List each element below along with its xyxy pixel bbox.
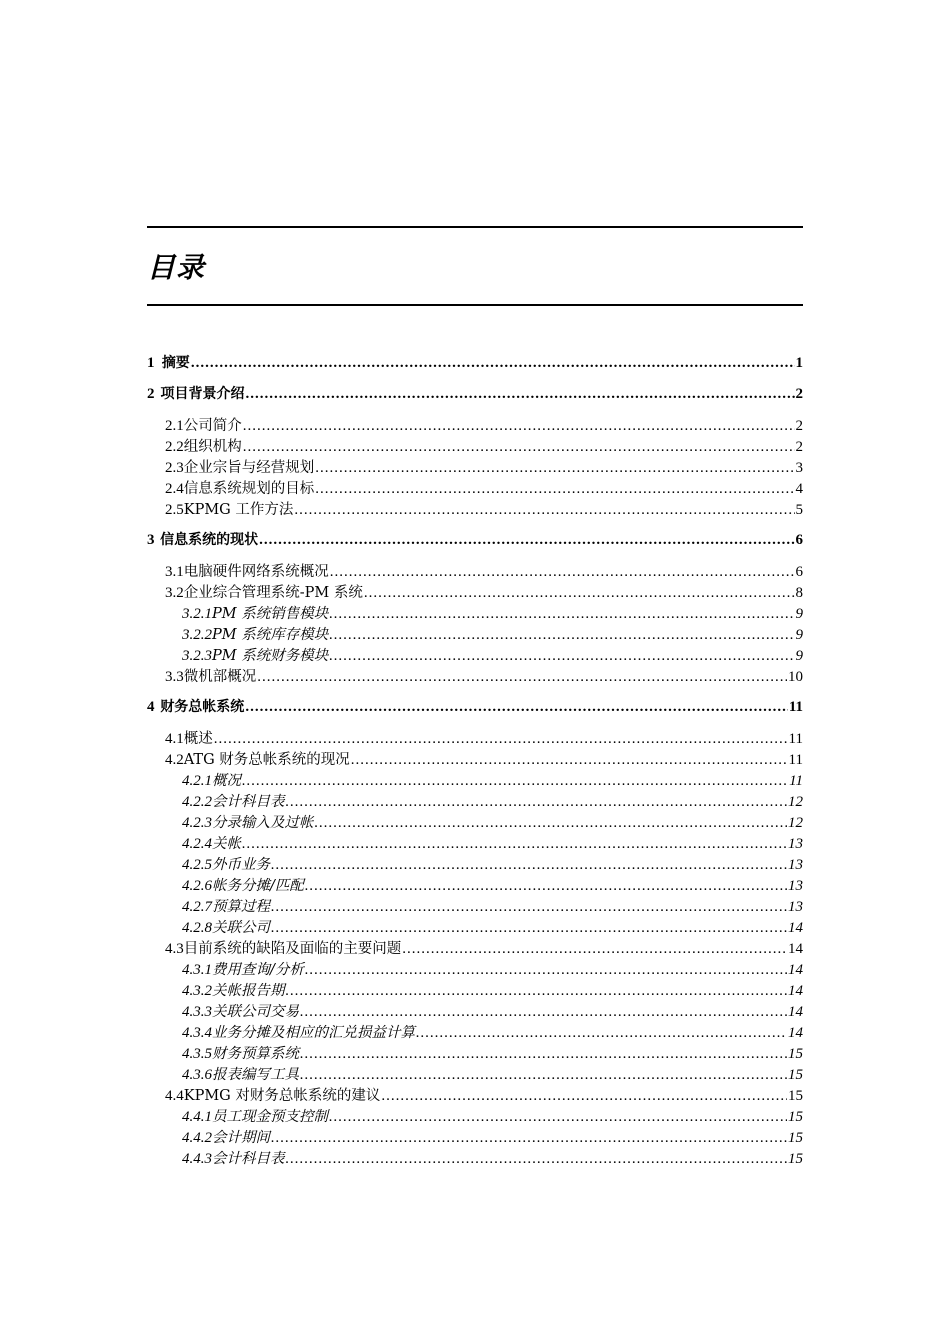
toc-entry-title: KPMG 工作方法 — [183, 502, 294, 518]
toc-entry-number: 4.3.2 — [182, 983, 212, 999]
toc-entry[interactable] — [182, 602, 803, 623]
toc-entry[interactable] — [182, 811, 803, 832]
toc-entry-title: PM 系统财务模块 — [212, 648, 329, 664]
toc-entry-title: 项目背景介绍 — [160, 386, 245, 402]
toc-dot-leader — [330, 564, 795, 581]
toc-entry-page-number: 2 — [795, 418, 803, 434]
toc-dot-leader — [214, 731, 788, 748]
toc-entry-title: 目前系统的缺陷及面临的主要问题 — [183, 941, 402, 957]
toc-entry-number: 4.4.1 — [182, 1109, 212, 1125]
toc-dot-leader — [191, 355, 795, 372]
toc-entry-page-number: 15 — [788, 1088, 803, 1104]
toc-dot-leader — [294, 502, 794, 519]
toc-entry-number: 1 — [147, 355, 155, 371]
toc-entry[interactable] — [165, 435, 803, 456]
toc-entry-title: 概况 — [212, 773, 241, 789]
toc-entry-title: KPMG 对财务总帐系统的建议 — [183, 1088, 381, 1104]
toc-entry-page-number: 6 — [795, 564, 803, 580]
toc-dot-leader — [305, 962, 787, 979]
toc-entry-title: 企业宗旨与经营规划 — [183, 460, 315, 476]
toc-entry-page-number: 14 — [788, 1025, 803, 1041]
toc-entry[interactable] — [182, 623, 803, 644]
toc-entry-number: 4.2.8 — [182, 920, 212, 936]
toc-entry-number: 3.2 — [165, 585, 184, 601]
toc-entry-number: 4.3 — [165, 941, 184, 957]
toc-entry[interactable] — [165, 665, 803, 686]
toc-entry-title: ATG 财务总帐系统的现况 — [183, 752, 350, 768]
title-rule-top — [147, 226, 803, 228]
toc-entry-number: 4.3.4 — [182, 1025, 212, 1041]
toc-entry[interactable] — [182, 874, 803, 895]
toc-entry-number: 4.2.3 — [182, 815, 212, 831]
toc-entry-page-number: 14 — [788, 920, 803, 936]
toc-entry-number: 2 — [147, 386, 155, 402]
toc-entry-title: 信息系统规划的目标 — [183, 481, 315, 497]
toc-entry-title: 外币业务 — [212, 857, 270, 873]
toc-entry-page-number: 11 — [788, 699, 803, 715]
toc-entry-page-number: 9 — [795, 627, 803, 643]
toc-entry[interactable] — [165, 498, 803, 519]
toc-entry-number: 2.1 — [165, 418, 184, 434]
toc-entry-number: 2.3 — [165, 460, 184, 476]
toc-dot-leader — [245, 386, 794, 403]
toc-entry-title: 概述 — [183, 731, 213, 747]
toc-entry-number: 4.3.1 — [182, 962, 212, 978]
toc-dot-leader — [416, 1025, 787, 1042]
toc-entry[interactable] — [147, 696, 803, 718]
toc-entry[interactable] — [147, 352, 803, 374]
toc-entry-page-number: 4 — [795, 481, 803, 497]
toc-dot-leader — [300, 1067, 787, 1084]
toc-entry-title: 企业综合管理系统-PM 系统 — [183, 585, 363, 601]
toc-dot-leader — [329, 606, 794, 623]
toc-entry-title: 公司简介 — [183, 418, 242, 434]
toc-entry-title: 业务分摊及相应的汇兑损益计算 — [212, 1025, 415, 1041]
toc-dot-leader — [315, 481, 794, 498]
toc-dot-leader — [364, 585, 795, 602]
toc-entry-number: 2.5 — [165, 502, 184, 518]
toc-dot-leader — [315, 460, 794, 477]
toc-entry-title: 关联公司交易 — [212, 1004, 299, 1020]
toc-entry[interactable] — [165, 477, 803, 498]
toc-entry-number: 4.4 — [165, 1088, 184, 1104]
toc-entry-title: 微机部概况 — [183, 669, 257, 685]
toc-entry-page-number: 8 — [795, 585, 803, 601]
toc-entry[interactable] — [165, 414, 803, 435]
toc-entry[interactable] — [182, 1126, 803, 1147]
toc-entry-page-number: 6 — [795, 532, 803, 548]
toc-entry-page-number: 2 — [795, 386, 803, 402]
toc-entry-title: 预算过程 — [212, 899, 270, 915]
toc-entry[interactable] — [182, 1105, 803, 1126]
toc-entry-title: 会计科目表 — [212, 794, 285, 810]
toc-entry[interactable] — [182, 832, 803, 853]
toc-entry[interactable] — [182, 895, 803, 916]
toc-entry-page-number: 5 — [795, 502, 803, 518]
toc-dot-leader — [315, 815, 788, 832]
toc-entry-number: 3.3 — [165, 669, 184, 685]
toc-dot-leader — [243, 439, 795, 456]
toc-dot-leader — [286, 983, 788, 1000]
toc-entry[interactable] — [165, 581, 803, 602]
toc-entry-number: 3.2.1 — [182, 606, 212, 622]
toc-entry-page-number: 13 — [788, 899, 803, 915]
toc-entry-page-number: 13 — [788, 878, 803, 894]
toc-dot-leader — [257, 669, 787, 686]
toc-dot-leader — [286, 1151, 788, 1168]
toc-entry-page-number: 15 — [788, 1130, 803, 1146]
toc-dot-leader — [329, 627, 794, 644]
toc-entry[interactable] — [165, 560, 803, 581]
toc-entry-page-number: 11 — [788, 752, 803, 768]
toc-entry-title: 帐务分摊/匹配 — [212, 878, 304, 894]
toc-entry-page-number: 1 — [795, 355, 803, 371]
toc-dot-leader — [305, 878, 787, 895]
toc-dot-leader — [286, 794, 788, 811]
toc-dot-leader — [329, 648, 794, 665]
toc-entry-number: 2.2 — [165, 439, 184, 455]
toc-dot-leader — [300, 1004, 787, 1021]
toc-entry-number: 4 — [147, 699, 155, 715]
toc-entry-title: 关联公司 — [212, 920, 270, 936]
toc-dot-leader — [381, 1088, 787, 1105]
toc-entry-page-number: 2 — [795, 439, 803, 455]
toc-entry-number: 4.4.2 — [182, 1130, 212, 1146]
toc-entry-number: 4.2.6 — [182, 878, 212, 894]
toc-entry-title: 报表编写工具 — [212, 1067, 299, 1083]
toc-entry-page-number: 15 — [788, 1151, 803, 1167]
toc-entry-page-number: 11 — [788, 731, 803, 747]
toc-entry-number: 3.1 — [165, 564, 184, 580]
toc-entry-title: 会计科目表 — [212, 1151, 285, 1167]
toc-entry[interactable] — [182, 979, 803, 1000]
toc-entry-number: 2.4 — [165, 481, 184, 497]
toc-entry[interactable] — [182, 1000, 803, 1021]
toc-entry-title: 关帐报告期 — [212, 983, 285, 999]
toc-entry[interactable] — [165, 1084, 803, 1105]
toc-entry[interactable] — [147, 529, 803, 551]
toc-entry[interactable] — [165, 456, 803, 477]
toc-entry-number: 4.3.6 — [182, 1067, 212, 1083]
toc-entry-page-number: 14 — [788, 962, 803, 978]
toc-entry[interactable] — [182, 1042, 803, 1063]
toc-entry-page-number: 15 — [788, 1067, 803, 1083]
toc-entry-page-number: 9 — [795, 606, 803, 622]
toc-entry-title: 财务总帐系统 — [160, 699, 245, 715]
toc-entry[interactable] — [165, 937, 803, 958]
toc-dot-leader — [242, 773, 788, 790]
toc-entry[interactable] — [182, 853, 803, 874]
toc-entry-page-number: 3 — [795, 460, 803, 476]
toc-dot-leader — [329, 1109, 787, 1126]
toc-entry-page-number: 13 — [788, 836, 803, 852]
toc-entry-page-number: 9 — [795, 648, 803, 664]
toc-entry-title: 费用查询/分析 — [212, 962, 304, 978]
toc-dot-leader — [402, 941, 787, 958]
title-rule-bottom — [147, 304, 803, 306]
toc-dot-leader — [271, 920, 787, 937]
toc-entry[interactable] — [182, 1063, 803, 1084]
toc-entry-page-number: 14 — [788, 941, 803, 957]
toc-entry-number: 4.3.3 — [182, 1004, 212, 1020]
toc-entry-page-number: 11 — [789, 773, 803, 789]
toc-entry[interactable] — [182, 790, 803, 811]
toc-entry[interactable] — [165, 748, 803, 769]
toc-entry-number: 3.2.2 — [182, 627, 212, 643]
toc-entry-number: 4.3.5 — [182, 1046, 212, 1062]
toc-entry[interactable] — [147, 383, 803, 405]
toc-dot-leader — [271, 857, 787, 874]
toc-dot-leader — [243, 418, 795, 435]
toc-entry-title: 摘要 — [161, 355, 190, 371]
toc-entry-page-number: 12 — [788, 815, 803, 831]
toc-entry-title: 电脑硬件网络系统概况 — [183, 564, 329, 580]
toc-entry-title: 信息系统的现状 — [160, 532, 259, 548]
toc-entry[interactable] — [182, 916, 803, 937]
toc-entry-title: PM 系统销售模块 — [212, 606, 329, 622]
toc-entry-title: 关帐 — [212, 836, 241, 852]
toc-entry-title: 会计期间 — [212, 1130, 270, 1146]
toc-entry-page-number: 15 — [788, 1109, 803, 1125]
toc-entry-number: 3.2.3 — [182, 648, 212, 664]
toc-dot-leader — [245, 699, 788, 716]
toc-entry[interactable] — [182, 1021, 803, 1042]
toc-entry-title: PM 系统库存模块 — [212, 627, 329, 643]
toc-dot-leader — [271, 1130, 787, 1147]
toc-entry-page-number: 10 — [788, 669, 803, 685]
toc-entry-number: 4.2 — [165, 752, 184, 768]
toc-entry-number: 4.2.2 — [182, 794, 212, 810]
toc-entry-number: 4.2.1 — [182, 773, 212, 789]
toc-entry-page-number: 14 — [788, 983, 803, 999]
toc-dot-leader — [351, 752, 788, 769]
toc-entry-page-number: 14 — [788, 1004, 803, 1020]
toc-dot-leader — [300, 1046, 787, 1063]
toc-entry-number: 4.4.3 — [182, 1151, 212, 1167]
toc-entry-title: 财务预算系统 — [212, 1046, 299, 1062]
toc-entry-page-number: 12 — [788, 794, 803, 810]
toc-dot-leader — [271, 899, 787, 916]
toc-entry-title: 员工现金预支控制 — [212, 1109, 328, 1125]
toc-entry-number: 4.2.4 — [182, 836, 212, 852]
toc-entry-number: 4.2.5 — [182, 857, 212, 873]
toc-entry-title: 组织机构 — [183, 439, 242, 455]
toc-entry-number: 4.2.7 — [182, 899, 212, 915]
page-title: 目录 — [147, 251, 206, 284]
toc-entry-page-number: 15 — [788, 1046, 803, 1062]
toc-entry[interactable] — [182, 958, 803, 979]
toc-entry-number: 3 — [147, 532, 155, 548]
toc-entry-title: 分录输入及过帐 — [212, 815, 314, 831]
toc-entry[interactable] — [165, 727, 803, 748]
toc-dot-leader — [242, 836, 787, 853]
toc-entry[interactable] — [182, 644, 803, 665]
toc-entry-page-number: 13 — [788, 857, 803, 873]
toc-entry-number: 4.1 — [165, 731, 184, 747]
toc-entry[interactable] — [182, 1147, 803, 1168]
toc-entry[interactable] — [182, 769, 803, 790]
toc-dot-leader — [259, 532, 794, 549]
